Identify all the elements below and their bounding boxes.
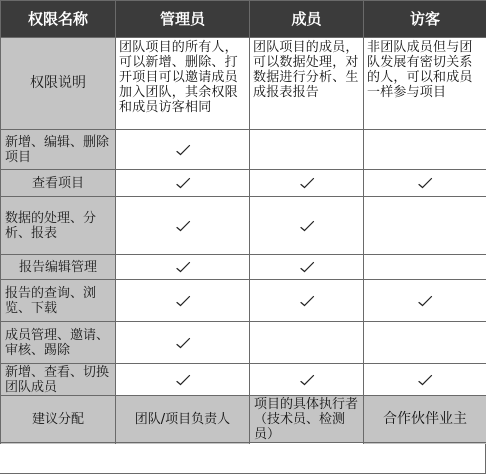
header-member: 成员 xyxy=(249,0,363,37)
row-visitor-cell xyxy=(363,129,486,169)
description-visitor: 非团队成员但与团队发展有密切关系的人，可以和成员一样参与项目 xyxy=(363,37,486,129)
row-member-cell xyxy=(249,169,363,196)
row-visitor-cell xyxy=(363,169,486,196)
header-permission-name: 权限名称 xyxy=(0,0,115,37)
check-icon xyxy=(299,177,315,189)
row-member-cell xyxy=(249,196,363,254)
check-icon xyxy=(299,295,315,307)
table-bottom-strip xyxy=(0,442,115,444)
check-icon xyxy=(175,220,191,232)
row-member-cell xyxy=(249,279,363,321)
row-visitor-cell xyxy=(363,279,486,321)
row-label: 查看项目 xyxy=(0,169,115,196)
row-admin-cell xyxy=(115,363,249,395)
header-visitor: 访客 xyxy=(363,0,486,37)
description-admin: 团队项目的所有人，可以新增、删除、打开项目可以邀请成员加入团队，其余权限和成员访客相同 xyxy=(115,37,249,129)
header-admin: 管理员 xyxy=(115,0,249,37)
row-visitor-cell xyxy=(363,363,486,395)
row-admin-cell xyxy=(115,129,249,169)
row-member-cell xyxy=(249,321,363,363)
row-admin-cell xyxy=(115,196,249,254)
footer-visitor: 合作伙伴业主 xyxy=(363,395,486,442)
check-icon xyxy=(175,261,191,273)
check-icon xyxy=(299,374,315,386)
check-icon xyxy=(175,295,191,307)
footer-admin: 团队/项目负责人 xyxy=(115,395,249,442)
row-member-cell xyxy=(249,129,363,169)
footer-member: 项目的具体执行者（技术员、检测员） xyxy=(249,395,363,442)
table-bottom-strip xyxy=(363,442,486,444)
table-bottom-strip xyxy=(115,442,249,444)
check-icon xyxy=(175,337,191,349)
row-member-cell xyxy=(249,363,363,395)
row-label: 报告的查询、浏览、下载 xyxy=(0,279,115,321)
row-visitor-cell xyxy=(363,196,486,254)
check-icon xyxy=(299,261,315,273)
row-admin-cell xyxy=(115,169,249,196)
table-bottom-strip xyxy=(249,442,363,444)
row-admin-cell xyxy=(115,321,249,363)
check-icon xyxy=(175,177,191,189)
description-label: 权限说明 xyxy=(0,37,115,129)
description-member: 团队项目的成员，可以数据处理，对数据进行分析、生成报表报告 xyxy=(249,37,363,129)
check-icon xyxy=(417,177,433,189)
check-icon xyxy=(175,144,191,156)
footer-label: 建议分配 xyxy=(0,395,115,442)
row-label: 报告编辑管理 xyxy=(0,254,115,279)
check-icon xyxy=(417,295,433,307)
check-icon xyxy=(417,374,433,386)
check-icon xyxy=(299,220,315,232)
row-label: 成员管理、邀请、审核、踢除 xyxy=(0,321,115,363)
row-visitor-cell xyxy=(363,321,486,363)
row-label: 数据的处理、分析、报表 xyxy=(0,196,115,254)
row-member-cell xyxy=(249,254,363,279)
row-label: 新增、编辑、删除项目 xyxy=(0,129,115,169)
check-icon xyxy=(175,374,191,386)
row-label: 新增、查看、切换团队成员 xyxy=(0,363,115,395)
row-visitor-cell xyxy=(363,254,486,279)
row-admin-cell xyxy=(115,254,249,279)
row-admin-cell xyxy=(115,279,249,321)
